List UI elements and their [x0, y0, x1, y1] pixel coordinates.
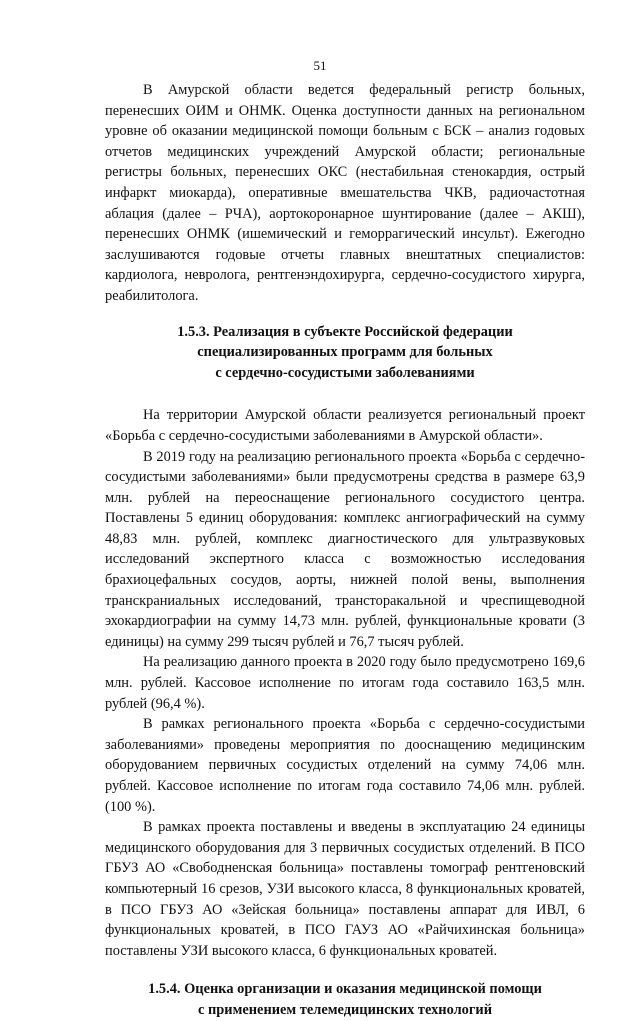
paragraph-equipment-delivered: В рамках проекта поставлены и введены в эксплуатацию 24 единицы медицинского оборудования для 3 первичных сосудистых отделений. В ПСО ГБУЗ АО «Свободненская больница» поставлены томограф рентгеновский компьютерный 16 срезов, УЗИ высокого класса, 8 функциональных кроватей, в ПСО ГБУЗ АО «Зейская больница» поставлены аппарат для ИВЛ, 6 функциональных кроватей, в ПСО ГАУЗ АО «Райчихинская больница» поставлены УЗИ высокого класса, 6 функциональных кроватей. [105, 819, 585, 959]
section-heading-1-5-3 [105, 322, 585, 384]
heading-line: специализированных программ для больных [197, 344, 493, 361]
paragraph-regional-project: На территории Амурской области реализуется региональный проект «Борьба с сердечно-сосудистыми заболеваниями в Амурской области». [105, 407, 585, 444]
spacer [105, 307, 585, 322]
heading-line: с сердечно-сосудистыми заболеваниями [215, 364, 475, 381]
heading-line: 1.5.4. Оценка организации и оказания медицинской помощи [148, 981, 542, 998]
spacer [105, 961, 585, 979]
section-heading-1-5-4 [105, 979, 585, 1020]
heading-line: 1.5.3. Реализация в субъекте Российской федерации [177, 323, 513, 340]
page-content [105, 80, 585, 1021]
intro-paragraph: В Амурской области ведется федеральный регистр больных, перенесших ОИМ и ОНМК. Оценка доступности данных на региональном уровне об оказании медицинской помощи больным с БСК – анализ годовых отчетов медицинских учреждений Амурской области; региональные регистры больных, перенесших ОКС (нестабильная стенокардия, острый инфаркт миокарда), оперативные вмешательства ЧКВ, радиочастотная аблация (далее – РЧА), аортокоронарное шунтирование (далее – АКШ), перенесших ОНМК (ишемический и геморрагический инсульт). Ежегодно заслушиваются годовые отчеты главных внештатных специалистов: кардиолога, невролога, рентгенэндохирурга, сердечно-сосудистого хирурга, реабилитолога. [105, 82, 585, 304]
paragraph-2019-funding: В 2019 году на реализацию регионального проекта «Борьба с сердечно-сосудистыми заболеваниями» были предусмотрены средства в размере 63,9 млн. рублей на переоснащение регионального сосудистого центра. Поставлены 5 единиц оборудования: комплекс ангиографический на сумму 48,83 млн. рублей, комплекс диагностического для ультразвуковых исследований экспертного класса с возможностью исследования брахиоцефальных сосудов, аорты, нижней полой вены, выполнения транскраниальных исследований, трансторакальной и чреспищеводной эхокардиографии на сумму 14,73 млн. рублей, функциональные кровати (3 единицы) на сумму 299 тысяч рублей и 76,7 тысяч рублей. [105, 448, 585, 650]
paragraph-2020-funding: На реализацию данного проекта в 2020 году было предусмотрено 169,6 млн. рублей. Кассовое исполнение по итогам года составило 163,5 млн. рублей (96,4 %). [105, 654, 585, 712]
heading-line: с применением телемедицинских технологий [198, 1001, 492, 1018]
paragraph-pso-equipment-funding: В рамках регионального проекта «Борьба с сердечно-сосудистыми заболеваниями» проведены мероприятия по дооснащению медицинским оборудованием первичных сосудистых отделений на сумму 74,06 млн. рублей. Кассовое исполнение по итогам года составило 74,06 млн. рублей. (100 %). [105, 716, 585, 815]
spacer [105, 383, 585, 405]
page-number: 51 [313, 58, 327, 73]
